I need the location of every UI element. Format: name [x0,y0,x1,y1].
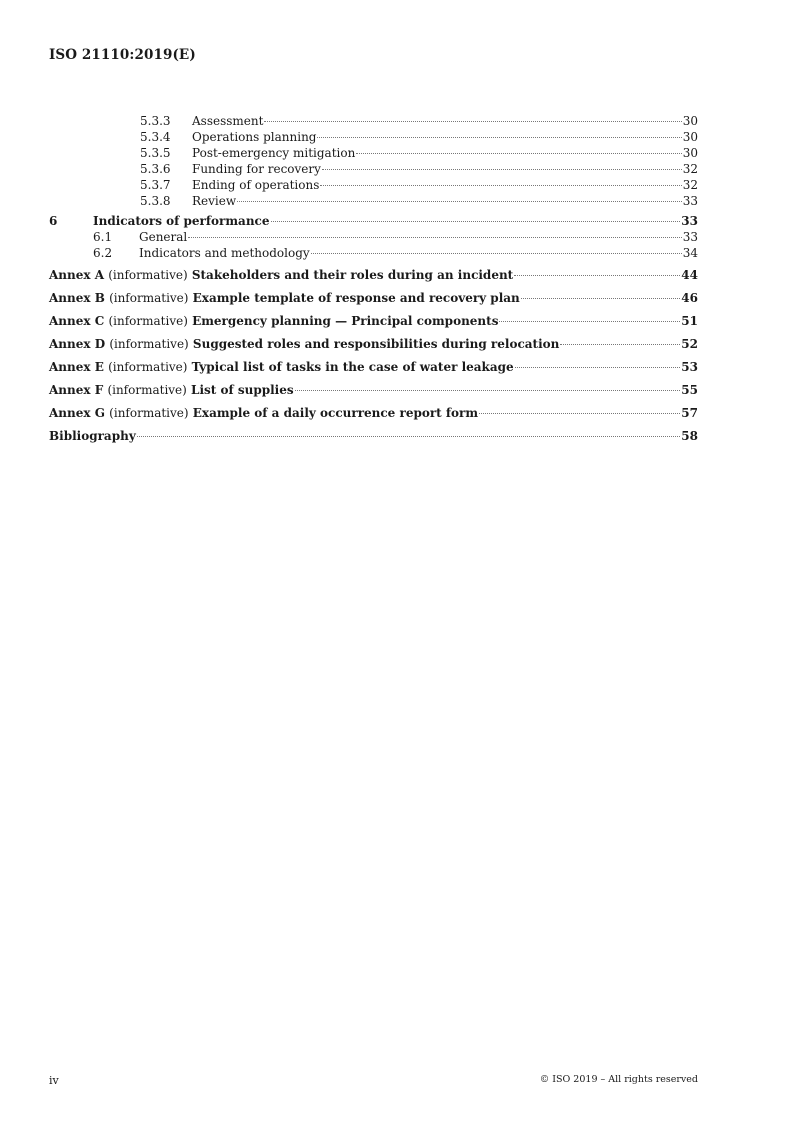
toc-entry-page: 52 [681,337,698,351]
toc-entry-title: Review [192,194,237,208]
toc-entry-page: 57 [681,406,698,420]
annex-label: Annex G [49,406,105,420]
toc-dot-leader [271,221,681,222]
toc-entry-title: General [139,230,188,244]
page-number: iv [49,1074,59,1087]
annex-type: (informative) [108,314,188,328]
toc-entry-page: 33 [682,230,698,244]
toc-dot-leader [521,298,681,299]
toc-dot-leader [322,169,682,170]
toc-entry-number: 5.3.8 [140,194,171,208]
toc-entry-title: Indicators of performance [93,214,270,228]
toc-entry-page: 30 [682,146,698,160]
toc-dot-leader [514,275,680,276]
annex-label: Annex B [49,291,105,305]
table-of-contents [49,113,698,445]
annex-title: Suggested roles and responsibilities during relocation [192,337,560,351]
toc-entry-page: 34 [682,246,698,260]
annex-title: List of supplies [191,383,294,397]
toc-entry-number: 6.2 [93,246,113,260]
copyright-notice: © ISO 2019 – All rights reserved [539,1074,698,1085]
toc-dot-leader [499,321,680,322]
toc-entry-title: Ending of operations [192,178,320,192]
toc-entry-annex-a[interactable] [49,267,698,284]
toc-entry-number: 6.1 [93,230,113,244]
toc-dot-leader [560,344,680,345]
toc-entry-page: 51 [681,314,698,328]
toc-entry-annex-g[interactable] [49,405,698,422]
toc-entry-title: Assessment [192,114,264,128]
toc-entry-annex-b[interactable] [49,290,698,307]
toc-dot-leader [515,367,681,368]
annex-label: Annex A [49,268,105,282]
toc-entry-number: 5.3.3 [140,114,171,128]
annex-label: Annex D [49,337,106,351]
annex-title: Typical list of tasks in the case of water leakage [191,360,514,374]
toc-entry-6[interactable] [49,213,698,229]
toc-entry-number: 5.3.5 [140,146,171,160]
toc-entry-5-3-3[interactable] [49,113,698,129]
toc-dot-leader [188,237,681,238]
annex-type: (informative) [107,383,187,397]
toc-dot-leader [311,253,682,254]
toc-entry-page: 33 [682,194,698,208]
toc-entry-annex-d[interactable] [49,336,698,353]
page-footer [49,1074,698,1087]
toc-entry-annex-f[interactable] [49,382,698,399]
toc-entry-title: Indicators and methodology [139,246,310,260]
toc-entry-page: 53 [681,360,698,374]
toc-dot-leader [137,436,681,437]
toc-dot-leader [295,390,681,391]
annex-type: (informative) [109,406,189,420]
annex-type: (informative) [109,337,189,351]
annex-label: Annex F [49,383,104,397]
toc-entry-5-3-8[interactable] [49,193,698,209]
bibliography-title: Bibliography [49,429,136,443]
annex-label: Annex C [49,314,105,328]
toc-entry-title: Funding for recovery [192,162,321,176]
toc-entry-number: 5.3.6 [140,162,171,176]
toc-dot-leader [356,153,681,154]
toc-entry-page: 30 [682,130,698,144]
toc-entry-annex-c[interactable] [49,313,698,330]
toc-dot-leader [320,185,681,186]
toc-entry-page: 33 [681,214,698,228]
toc-entry-page: 55 [681,383,698,397]
annex-title: Stakeholders and their roles during an incident [191,268,514,282]
toc-entry-5-3-6[interactable] [49,161,698,177]
toc-entry-number: 5.3.4 [140,130,171,144]
annex-type: (informative) [108,268,188,282]
toc-entry-6-1[interactable] [49,229,698,245]
toc-entry-5-3-4[interactable] [49,129,698,145]
annex-title: Emergency planning — Principal components [192,314,499,328]
toc-entry-page: 58 [681,429,698,443]
annex-type: (informative) [109,291,189,305]
toc-entry-page: 32 [682,162,698,176]
toc-entry-5-3-5[interactable] [49,145,698,161]
toc-entry-5-3-7[interactable] [49,177,698,193]
toc-entry-bibliography[interactable] [49,428,698,445]
toc-entry-annex-e[interactable] [49,359,698,376]
toc-entry-page: 32 [682,178,698,192]
annex-label: Annex E [49,360,104,374]
annex-type: (informative) [108,360,188,374]
toc-dot-leader [479,413,680,414]
toc-entry-number: 6 [49,214,58,228]
toc-entry-title: Post-emergency mitigation [192,146,356,160]
toc-entry-title: Operations planning [192,130,317,144]
toc-dot-leader [317,137,681,138]
toc-entry-page: 30 [682,114,698,128]
toc-entry-6-2[interactable] [49,245,698,261]
document-id-header: ISO 21110:2019(E) [49,47,196,63]
annex-title: Example template of response and recovery plan [192,291,520,305]
toc-dot-leader [237,201,682,202]
toc-entry-number: 5.3.7 [140,178,171,192]
annex-title: Example of a daily occurrence report form [192,406,479,420]
toc-entry-page: 44 [681,268,698,282]
toc-entry-page: 46 [681,291,698,305]
toc-dot-leader [264,121,681,122]
